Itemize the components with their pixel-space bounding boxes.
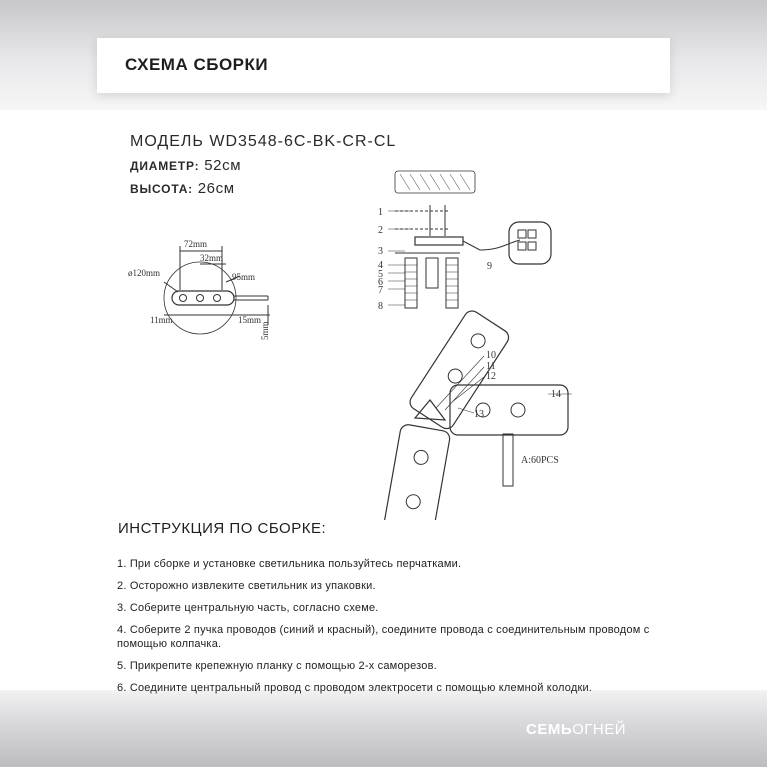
accessory-label: A:60PCS (521, 455, 559, 466)
arm-lower (382, 424, 451, 520)
instruction-step: 5. Прикрепите крепежную планку с помощью 2-х саморезов. (117, 660, 437, 672)
brand-logo (526, 721, 626, 738)
part-13-label: 13 (474, 409, 484, 420)
height-value: 26см (197, 180, 235, 197)
brand-strong: СЕМЬ (526, 721, 573, 738)
part-1-label: 1 (378, 207, 383, 218)
dim-15mm: 15mm (238, 315, 262, 325)
diameter-label: ДИАМЕТР: (130, 159, 200, 173)
instruction-steps (117, 557, 662, 703)
page-title: СХЕМА СБОРКИ (125, 55, 269, 74)
part-12-label: 12 (486, 371, 496, 382)
instruction-step: 4. Соберите 2 пучка проводов (синий и красный), соедините провода с соединительным проводом с помощью колпачка. (117, 624, 650, 650)
dim-72mm: 72mm (184, 239, 208, 249)
dim-5mm: 5mm (260, 321, 270, 340)
dim-95mm: 95mm (232, 272, 256, 282)
part-3-label: 3 (378, 246, 383, 257)
dim-32mm: 32mm (200, 253, 224, 263)
part-7-label: 7 (378, 285, 383, 296)
instructions-heading: ИНСТРУКЦИЯ ПО СБОРКЕ: (118, 520, 327, 537)
instruction-step: 1. При сборке и установке светильника пользуйтесь перчатками. (117, 558, 462, 570)
dim-11mm: 11mm (150, 315, 173, 325)
arm-upper-left (407, 308, 512, 432)
dim-120mm: ø120mm (128, 268, 161, 278)
instruction-step: 2. Осторожно извлеките светильник из упаковки. (117, 580, 376, 592)
part-4-label: 4 (378, 260, 383, 271)
part-5-label: 5 (378, 269, 383, 280)
part-8-label: 8 (378, 301, 383, 312)
height-label: ВЫСОТА: (130, 182, 193, 196)
terminal-block-detail (509, 222, 551, 264)
part-2-label: 2 (378, 225, 383, 236)
part-6-label: 6 (378, 277, 383, 288)
part-9-label: 9 (487, 261, 492, 272)
model-name: МОДЕЛЬ WD3548-6C-BK-CR-CL (130, 133, 397, 150)
brand-light: ОГНЕЙ (572, 721, 627, 738)
instruction-step: 3. Соберите центральную часть, согласно схеме. (117, 602, 379, 614)
part-11-label: 11 (486, 361, 496, 372)
part-14-label: 14 (551, 389, 561, 400)
accessory-pin (503, 434, 513, 486)
diameter-value: 52см (204, 157, 242, 174)
instruction-step: 6. Соедините центральный провод с проводом электросети с помощью клемной колодки. (117, 682, 593, 694)
part-10-label: 10 (486, 350, 496, 361)
